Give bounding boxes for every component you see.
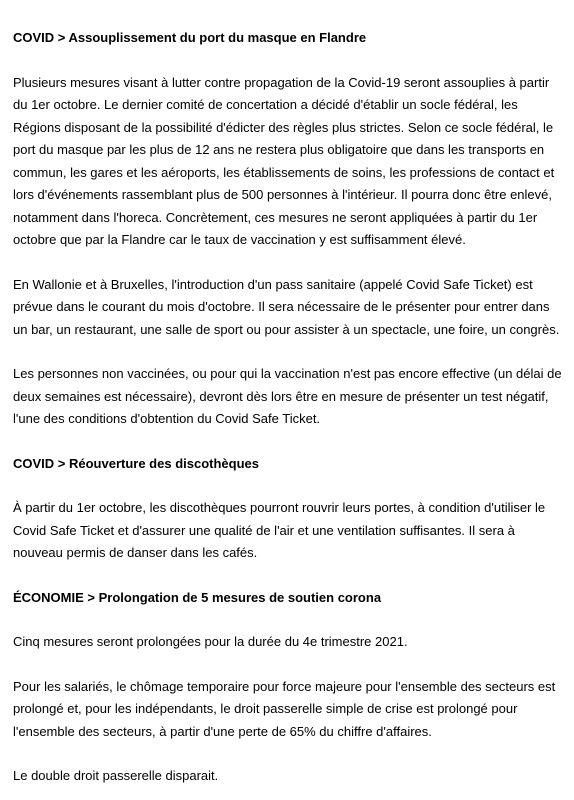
paragraph: Les personnes non vaccinées, ou pour qui la vaccination n'est pas encore effective (un délai de deux semaines est nécessaire), devront dès lors être en mesure de présenter un test négatif, l'une des conditions d'obtention du Covid Safe Ticket.	[13, 366, 562, 426]
paragraph: À partir du 1er octobre, les discothèques pourront rouvrir leurs portes, à condition d'utiliser le Covid Safe Ticket et d'assurer une qualité de l'air et une ventilation suffisantes. Il sera à nouveau permis de danser dans les cafés.	[13, 500, 546, 560]
section-heading: ÉCONOMIE > Prolongation de 5 mesures de soutien corona	[13, 589, 382, 605]
section-heading: COVID > Assouplissement du port du masque en Flandre	[13, 30, 367, 45]
paragraph: Cinq mesures seront prolongées pour la durée du 4e trimestre 2021.	[13, 634, 408, 649]
paragraph: Plusieurs mesures visant à lutter contre propagation de la Covid-19 seront assouplies à partir du 1er octobre. Le dernier comité de concertation a décidé d'établir un socle fédéral, les Régions disposant de la possibilité d'édicter des règles plus strictes. Selon ce socle fédéral, le port du masque par les plus de 12 ans ne restera plus obligatoire que dans les transports en commun, les gares et les aéroports, les établissements de soins, les professions de contact et lors d'événements rassemblant plus de 500 personnes à l'intérieur. Il pourra donc être enlevé, notamment dans l'horeca. Concrètement, ces mesures ne seront appliquées à partir du 1er octobre que par la Flandre car le taux de vaccination y est suffisamment élevé.	[13, 74, 555, 247]
paragraph: Pour les salariés, le chômage temporaire pour force majeure pour l'ensemble des secteurs est prolongé et, pour les indépendants, le droit passerelle simple de crise est prolongé pour l'ensemble des secteurs, à partir d'une perte de 65% du chiffre d'affaires.	[13, 678, 556, 739]
paragraph: Le double droit passerelle disparait.	[13, 768, 219, 783]
section-discotheques	[13, 453, 564, 565]
paragraph: En Wallonie et à Bruxelles, l'introduction d'un pass sanitaire (appelé Covid Safe Ticket) est prévue dans le courant du mois d'octobre. Il sera nécessaire de le présenter pour entrer dans un bar, un restaurant, une salle de sport ou pour assister à un spectacle, une foire, un congrès.	[13, 276, 560, 337]
section-mask-flanders	[13, 27, 564, 431]
section-heading: COVID > Réouverture des discothèques	[13, 455, 259, 471]
section-economy	[13, 587, 564, 788]
